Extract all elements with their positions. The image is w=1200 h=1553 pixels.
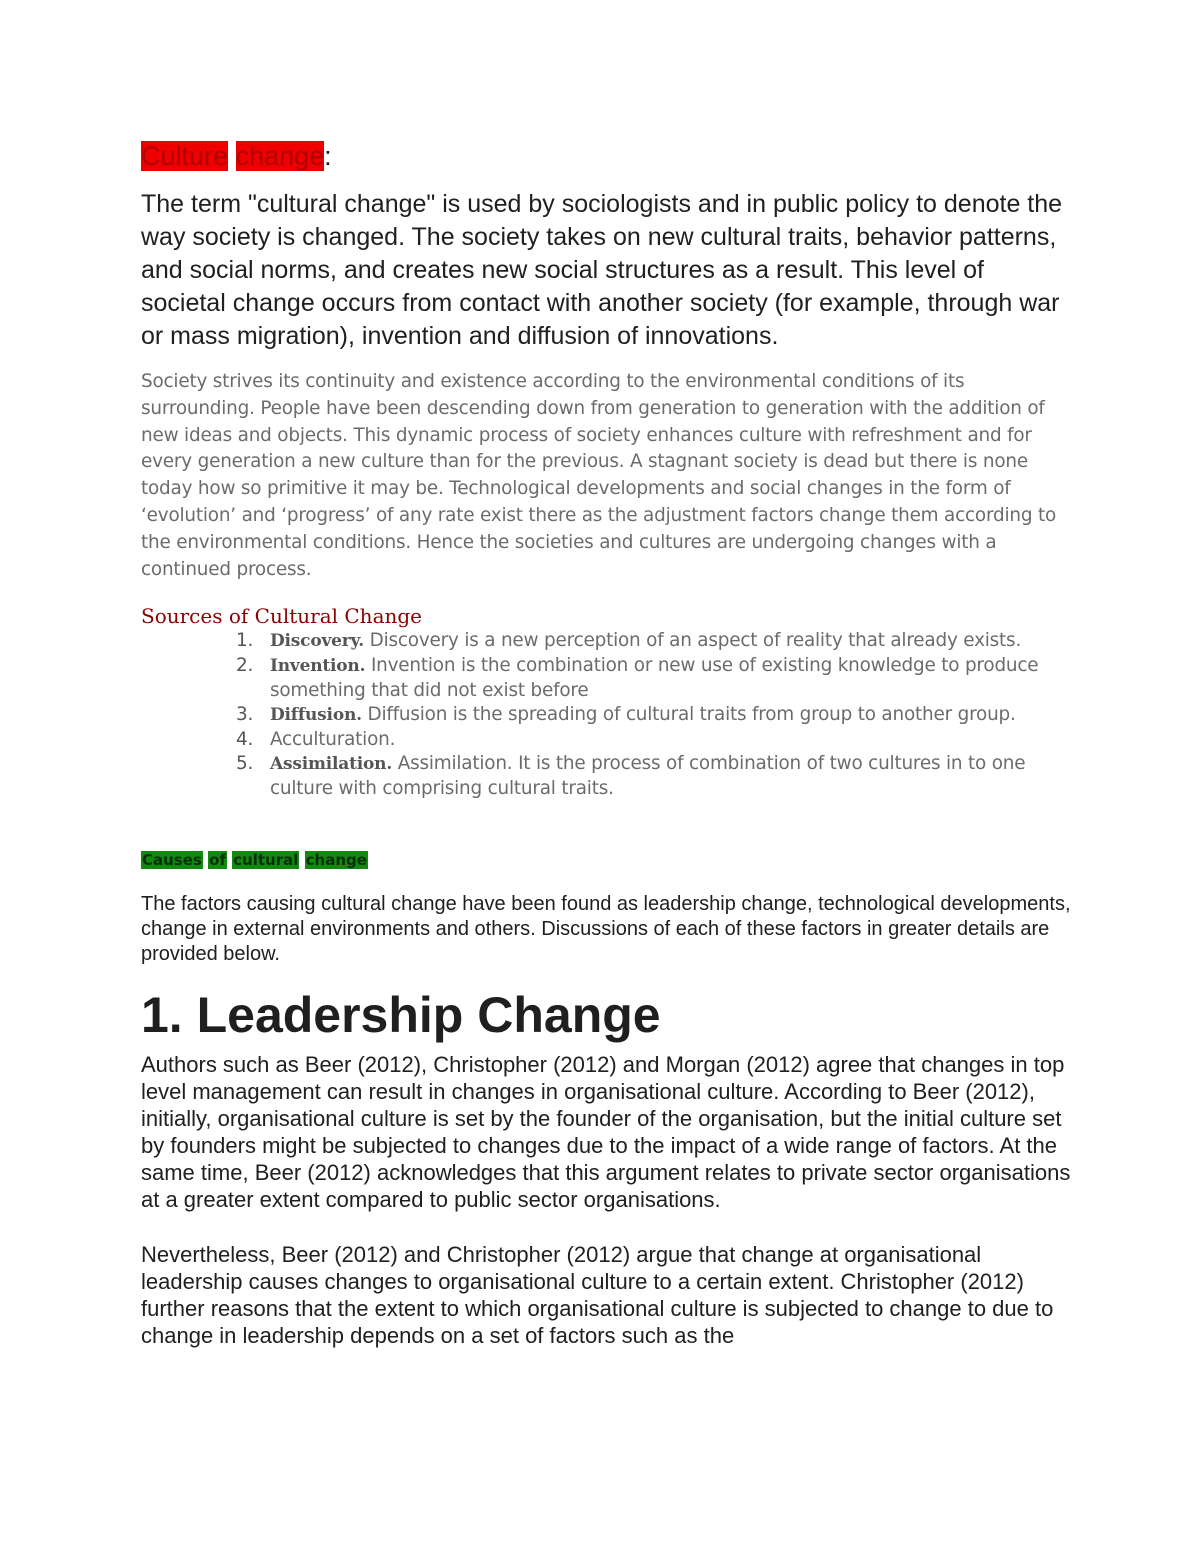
list-item [141,752,1071,801]
list-term: Assimilation. [270,754,393,775]
title-word-change: change [235,141,325,171]
title-colon: : [324,141,332,171]
list-text: Discovery is a new perception of an aspect of reality that already exists. [363,630,1022,652]
causes-heading [141,848,1071,872]
leadership-heading: 1. Leadership Change [141,986,661,1043]
leadership-paragraph: Authors such as Beer (2012), Christopher (2012) and Morgan (2012) agree that changes in top level management can result in changes in organisational culture. According to Beer (2012), initially, organisational culture is set by the founder of the organisation, but the initial culture set by founders might be subjected to changes due to the impact of a wide range of factors. At the same time, Beer (2012) acknowledges that this argument relates to private sector organisations at a greater extent compared to public sector organisations. [141,1051,1071,1212]
causes-word: of [209,850,226,869]
list-text: Invention is the combination or new use of existing knowledge to produce something that did not exist before [270,654,1039,701]
list-term: Discovery. [270,631,364,652]
document-title [141,138,1071,174]
list-text: Acculturation. [270,728,396,750]
list-number: 3. [236,704,254,726]
sources-list [141,629,1071,801]
intro-paragraph: The term "cultural change" is used by sociologists and in public policy to denote the way society is changed. The society takes on new cultural traits, behavior patterns, and social norms, and creates new social structures as a result. This level of societal change occurs from contact with another society (for example, through war or mass migration), invention and diffusion of innovations. [141,190,1063,350]
list-text: Diffusion is the spreading of cultural traits from group to another group. [361,704,1016,726]
causes-word: change [305,850,367,869]
list-item [141,703,1071,728]
society-paragraph: Society strives its continuity and existence according to the environmental conditions of its surrounding. People have been descending down from generation to generation with the addition of new ideas and objects. This dynamic process of society enhances culture with refreshment and for every generation a new culture than for the previous. A stagnant society is dead but there is none today how so primitive it may be. Technological developments and social changes in the form of ‘evolution’ and ‘progress’ of any rate exist there as the adjustment factors change them according to the environmental conditions. Hence the societies and cultures are undergoing changes with a continued process. [141,371,1057,580]
list-number: 2. [236,654,254,676]
title-word-culture: Culture [141,141,229,171]
sources-heading: Sources of Cultural Change [141,604,423,629]
list-item [141,728,1071,753]
list-item [141,629,1071,654]
document-page [141,138,1071,1349]
causes-paragraph: The factors causing cultural change have been found as leadership change, technological developments, change in external environments and others. Discussions of each of these factors in greater details are provided below. [141,892,1071,965]
list-term: Invention. [270,655,366,676]
list-text: Assimilation. It is the process of combination of two cultures in to one culture with comprising cultural traits. [270,753,1026,799]
list-number: 1. [236,630,254,652]
causes-word: cultural [233,850,299,869]
list-term: Diffusion. [270,705,362,726]
leadership-paragraph: Nevertheless, Beer (2012) and Christopher (2012) argue that change at organisational leadership causes changes to organisational culture to a certain extent. Christopher (2012) further reasons that the extent to which organisational culture is subjected to change to due to change in leadership depends on a set of factors such as the [141,1241,1054,1348]
list-item [141,654,1071,703]
causes-word: Causes [142,850,202,869]
list-number: 4. [236,728,254,750]
list-number: 5. [236,753,254,775]
